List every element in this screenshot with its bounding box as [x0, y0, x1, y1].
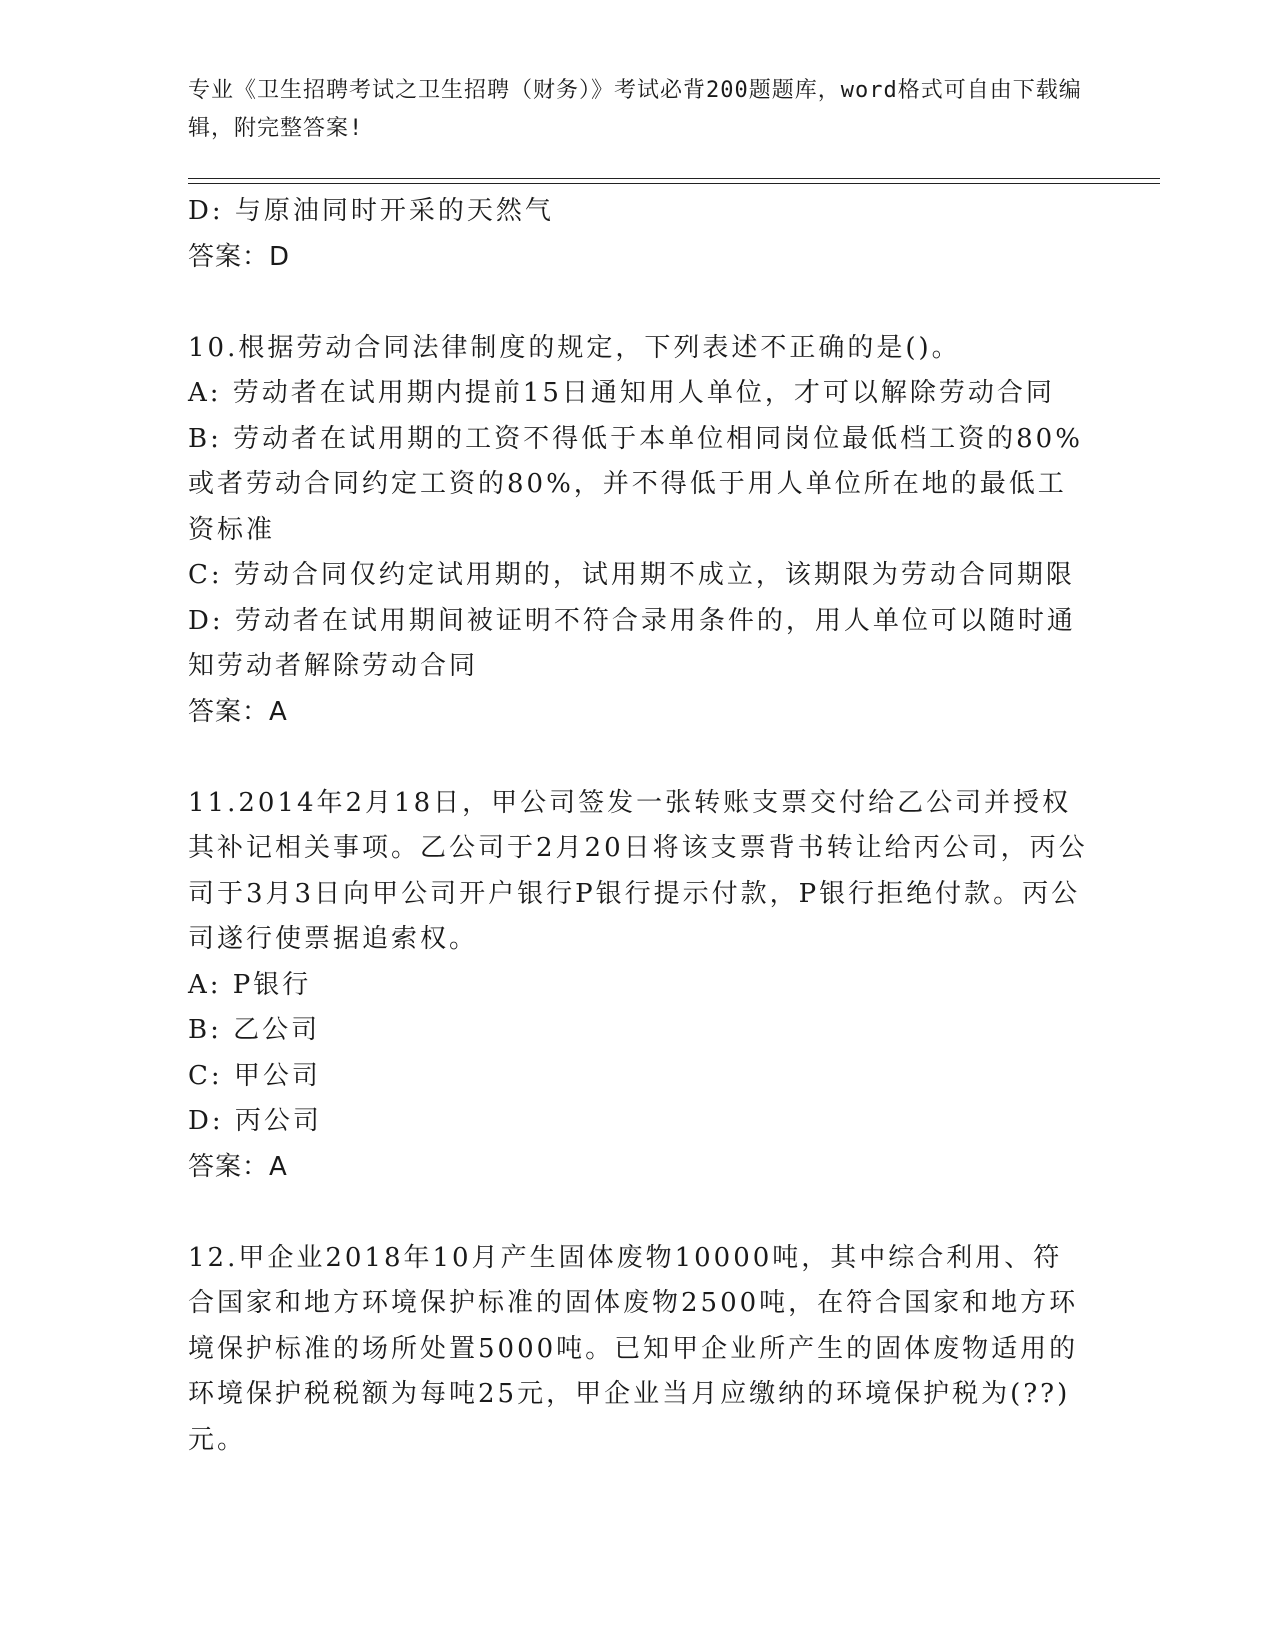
header-divider-bottom [188, 183, 1160, 184]
q11-stem: 11.2014年2月18日，甲公司签发一张转账支票交付给乙公司并授权其补记相关事项。乙公司于2月20日将该支票背书转让给丙公司，丙公司于3月3日向甲公司开户银行P银行提示付款，P银行拒绝付款。丙公司遂行使票据追索权。 [188, 787, 1088, 954]
q10-option-a: A: 劳动者在试用期内提前15日通知用人单位，才可以解除劳动合同 [188, 378, 1055, 408]
q10-option-b: B: 劳动者在试用期的工资不得低于本单位相同岗位最低档工资的80%或者劳动合同约定工资的80%，并不得低于用人单位所在地的最低工资标准 [188, 423, 1083, 545]
spacer [188, 735, 1088, 781]
spacer [188, 280, 1088, 326]
q11-answer: 答案：A [188, 1151, 288, 1182]
q11-option-b: B: 乙公司 [188, 1015, 321, 1045]
document-body [188, 189, 1088, 1463]
q10-option-c: C: 劳动合同仅约定试用期的，试用期不成立，该期限为劳动合同期限 [188, 560, 1075, 590]
q11-option-c: C: 甲公司 [188, 1060, 321, 1091]
q10-answer: 答案：A [188, 696, 288, 727]
q10-stem: 10.根据劳动合同法律制度的规定，下列表述不正确的是()。 [188, 332, 961, 363]
q11-option-a: A: P银行 [188, 969, 312, 1000]
q11-option-d: D: 丙公司 [188, 1106, 322, 1136]
spacer [188, 1190, 1088, 1236]
q12-stem: 12.甲企业2018年10月产生固体废物10000吨，其中综合利用、符合国家和地方环境保护标准的固体废物2500吨，在符合国家和地方环境保护标准的场所处置5000吨。已知甲企业所产生的固体废物适用的环境保护税税额为每吨25元，甲企业当月应缴纳的环境保护税为(??)元。 [188, 1242, 1079, 1455]
q9-answer: 答案：D [188, 241, 291, 272]
document-header: 专业《卫生招聘考试之卫生招聘（财务）》考试必背200题题库，word格式可自由下载编辑，附完整答案! [188, 78, 1082, 141]
q10-option-d: D: 劳动者在试用期间被证明不符合录用条件的，用人单位可以随时通知劳动者解除劳动合同 [188, 605, 1076, 681]
header-divider-top [188, 178, 1160, 179]
q9-option-d: D: 与原油同时开采的天然气 [188, 196, 554, 226]
